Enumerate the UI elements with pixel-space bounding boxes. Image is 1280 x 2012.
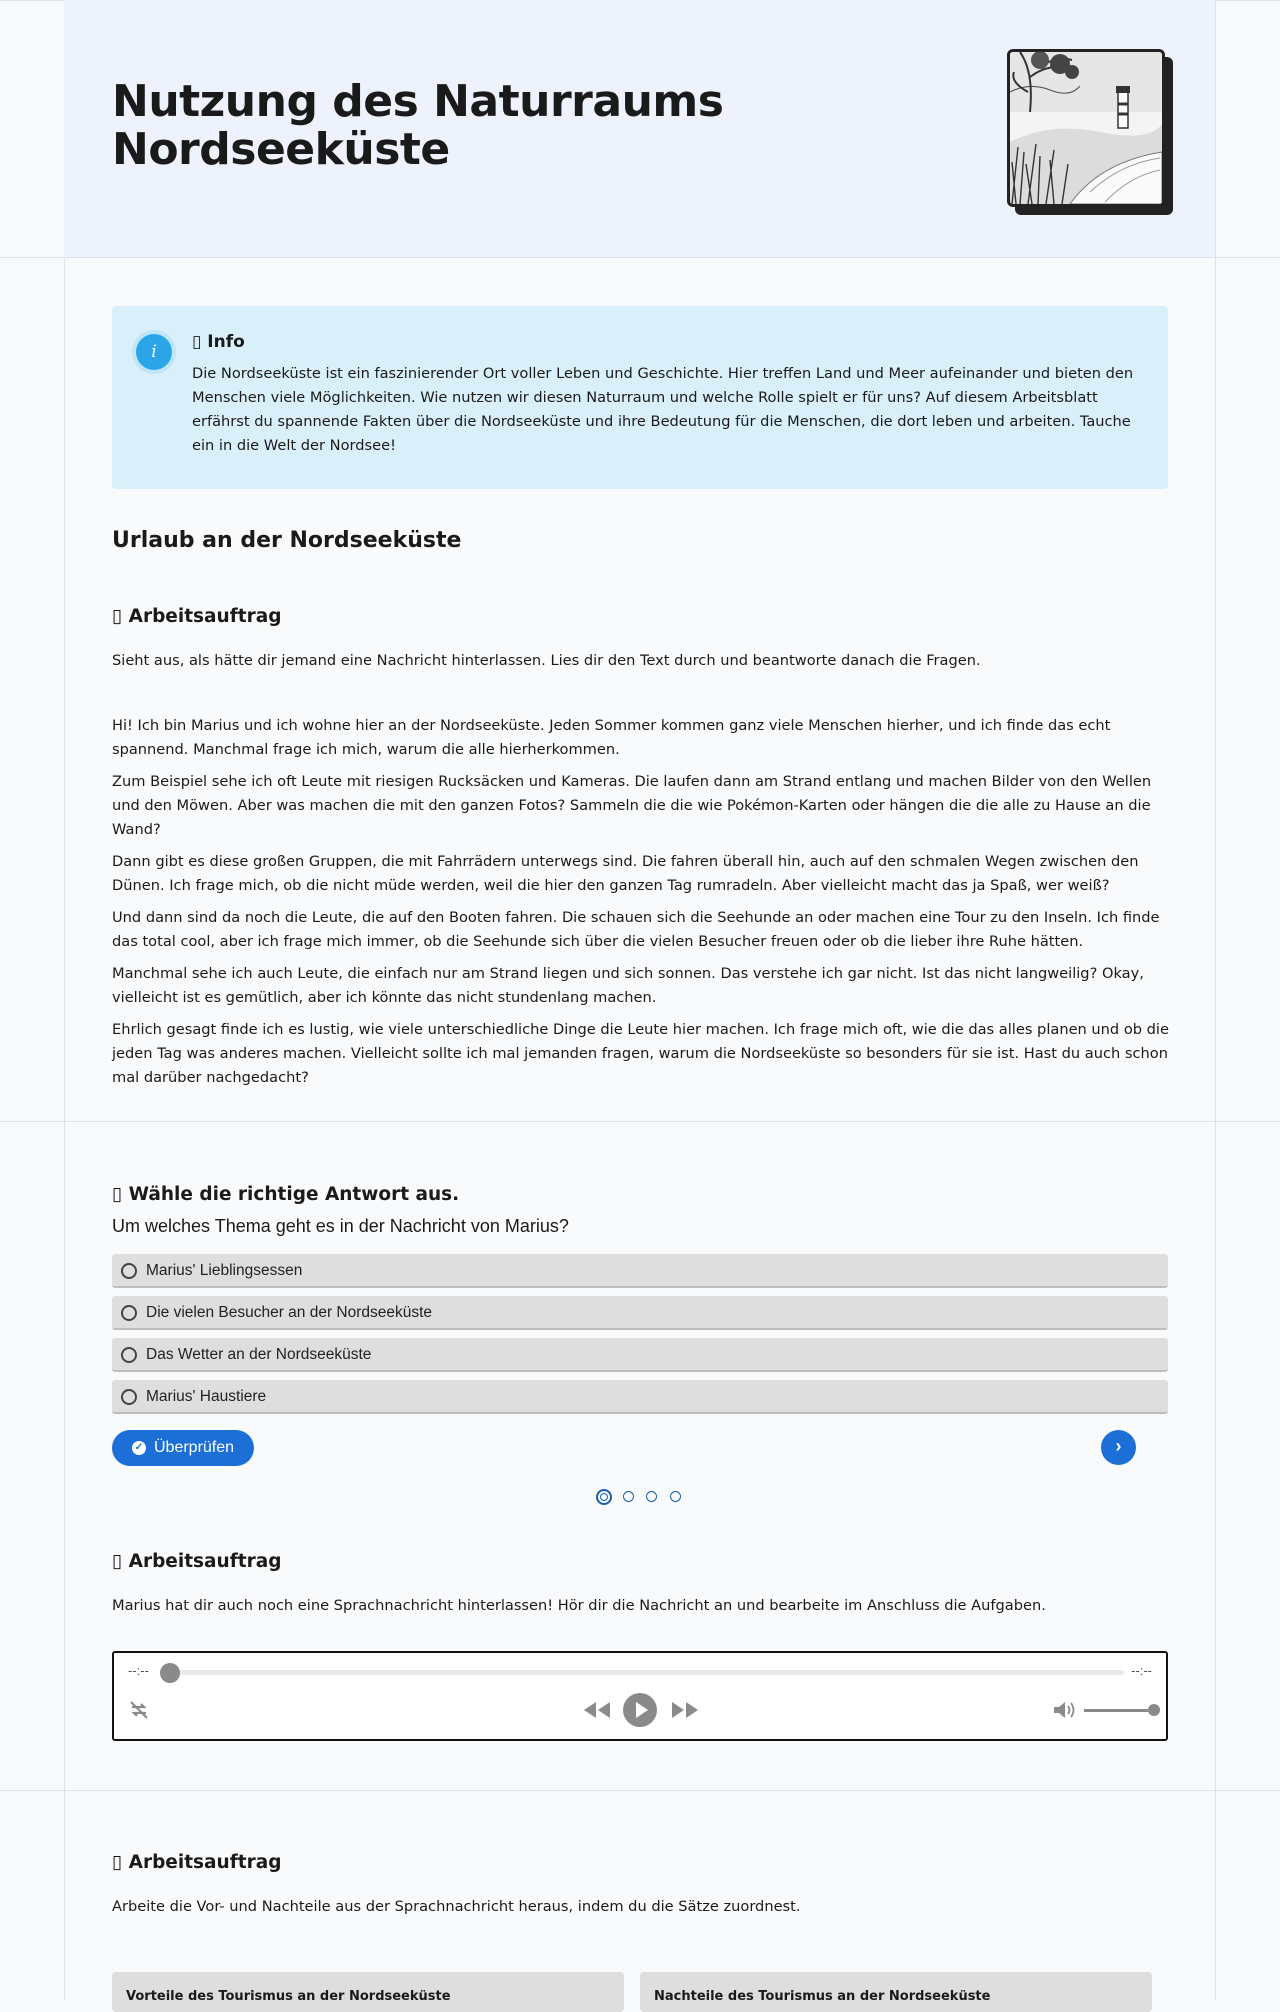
disadvantages-column [640, 1972, 1152, 2012]
total-time: --:-- [1131, 1663, 1152, 1678]
answer-option[interactable] [112, 1380, 1168, 1414]
story-paragraph: Zum Beispiel sehe ich oft Leute mit riesigen Rucksäcken und Kameras. Die laufen dann am Strand entlang und machen Bilder von den Wellen und den Möwen. Aber was machen die mit den ganzen Fotos? Sammeln die die wie Pokémon-Karten oder hängen die die alle zu Hause an die Wand? [112, 773, 1152, 838]
check-button-label: Überprüfen [154, 1439, 235, 1456]
story-paragraph: Dann gibt es diese großen Gruppen, die mit Fahrrädern unterwegs sind. Die fahren überall hin, auch auf den schmalen Wegen zwischen den Dünen. Ich frage mich, ob die nicht müde werden, weil die hier den ganzen Tag rumradeln. Aber vielleicht macht das ja Spaß, wer weiß? [112, 853, 1139, 894]
quiz-icon: ▯ [112, 1184, 129, 1205]
lighthouse-coast-illustration [1010, 52, 1162, 204]
story-paragraph: Und dann sind da noch die Leute, die auf den Booten fahren. Die schauen sich die Seehunde an oder machen eine Tour zu den Inseln. Ich finde das total cool, aber ich frage mich immer, ob die Seehunde sich über die vielen Besucher freuen oder ob die lieber ihre Ruhe hätten. [112, 909, 1160, 950]
answer-option[interactable] [112, 1296, 1168, 1330]
pagination-dot[interactable] [646, 1491, 657, 1502]
advantages-column [112, 1972, 624, 2012]
answer-label: Das Wetter an der Nordseeküste [146, 1346, 372, 1363]
page-title: Nutzung des Naturraums Nordseeküste [112, 76, 724, 175]
chevron-right-icon: › [1115, 1436, 1122, 1456]
divider-section-1 [0, 1121, 1280, 1122]
radio-button[interactable] [121, 1347, 137, 1363]
answer-label: Marius' Haustiere [146, 1388, 267, 1405]
page-header [64, 0, 1215, 257]
sorting-task-text: Arbeite die Vor- und Nachteile aus der Sprachnachricht heraus, indem du die Sätze zuordnest. [112, 1898, 801, 1915]
info-icon: i [136, 334, 172, 370]
audio-player [112, 1651, 1168, 1741]
info-title: ▯ Info [192, 332, 245, 352]
pagination-dot[interactable] [670, 1491, 681, 1502]
volume-slider[interactable] [1084, 1709, 1154, 1712]
current-time: --:-- [128, 1663, 149, 1678]
task-icon: ▯ [112, 606, 129, 627]
story-paragraph: Ehrlich gesagt finde ich es lustig, wie viele unterschiedliche Dinge die Leute hier machen. Ich frage mich oft, wie die das alles planen und ob die jeden Tag was anderes machen. Vielleicht sollte ich mal jemanden fragen, warum die Nordseeküste so besonders für sie ist. Hast du auch schon mal darüber nachgedacht? [112, 1021, 1169, 1086]
page-border-left [64, 0, 65, 2000]
divider-header [0, 257, 1280, 258]
progress-track[interactable] [164, 1670, 1124, 1675]
answer-label: Marius' Lieblingsessen [146, 1262, 303, 1279]
story-text [112, 714, 1172, 1098]
rewind-icon[interactable] [582, 1698, 612, 1722]
info-title-icon: ▯ [192, 332, 208, 352]
audio-task-title: ▯ Arbeitsauftrag [112, 1551, 282, 1572]
radio-button[interactable] [121, 1263, 137, 1279]
section-heading: Urlaub an der Nordseeküste [112, 528, 462, 553]
advantages-heading: Vorteile des Tourismus an der Nordseeküste [126, 1989, 451, 2004]
answer-label: Die vielen Besucher an der Nordseeküste [146, 1304, 433, 1321]
quiz-title: ▯ Wähle die richtige Antwort aus. [112, 1184, 460, 1205]
info-text: Die Nordseeküste ist ein faszinierender Ort voller Leben und Geschichte. Hier treffen Land und Meer aufeinander und bieten den Menschen viele Möglichkeiten. Wie nutzen wir diesen Naturraum und welche Rolle spielt er für uns? Auf diesem Arbeitsblatt erfährst du spannende Fakten über die Nordseeküste und ihre Bedeutung für die Menschen, die dort leben und arbeiten. Tauche ein in die Welt der Nordsee! [192, 365, 1134, 454]
task-text: Sieht aus, als hätte dir jemand eine Nachricht hinterlassen. Lies dir den Text durch und beantworte danach die Fragen. [112, 652, 981, 669]
pagination-dot-active[interactable] [596, 1489, 612, 1505]
info-box [112, 306, 1168, 489]
check-button[interactable] [112, 1430, 254, 1466]
story-paragraph: Manchmal sehe ich auch Leute, die einfach nur am Strand liegen und sich sonnen. Das verstehe ich gar nicht. Ist das nicht langweilig? Okay, vielleicht ist es gemütlich, aber ich könnte das nicht stundenlang machen. [112, 965, 1144, 1006]
pagination-dot[interactable] [623, 1491, 634, 1502]
disadvantages-heading: Nachteile des Tourismus an der Nordseeküste [654, 1989, 991, 2004]
play-icon[interactable] [622, 1692, 658, 1728]
radio-button[interactable] [121, 1389, 137, 1405]
task-icon: ▯ [112, 1551, 129, 1572]
audio-task-text: Marius hat dir auch noch eine Sprachnachricht hinterlassen! Hör dir die Nachricht an und bearbeite im Anschluss die Aufgaben. [112, 1597, 1046, 1614]
story-paragraph: Hi! Ich bin Marius und ich wohne hier an der Nordseeküste. Jeden Sommer kommen ganz viele Menschen hierher, und ich finde das echt spannend. Manchmal frage ich mich, warum die alle hierherkommen. [112, 717, 1111, 758]
page-border-right [1215, 0, 1216, 2000]
volume-icon[interactable] [1052, 1700, 1076, 1720]
fast-forward-icon[interactable] [670, 1698, 700, 1722]
answer-option[interactable] [112, 1254, 1168, 1288]
next-question-button[interactable] [1101, 1430, 1136, 1465]
answer-option[interactable] [112, 1338, 1168, 1372]
volume-knob[interactable] [1148, 1704, 1160, 1716]
task-title: ▯ Arbeitsauftrag [112, 606, 282, 627]
sorting-task-title: ▯ Arbeitsauftrag [112, 1852, 282, 1873]
check-circle-icon: ✓ [132, 1441, 146, 1455]
quiz-question: Um welches Thema geht es in der Nachricht von Marius? [112, 1216, 569, 1236]
hero-image [1007, 49, 1165, 207]
task-icon: ▯ [112, 1852, 129, 1873]
radio-button[interactable] [121, 1305, 137, 1321]
progress-thumb[interactable] [160, 1663, 180, 1683]
repeat-icon[interactable] [128, 1699, 150, 1721]
divider-section-2 [0, 1790, 1280, 1791]
